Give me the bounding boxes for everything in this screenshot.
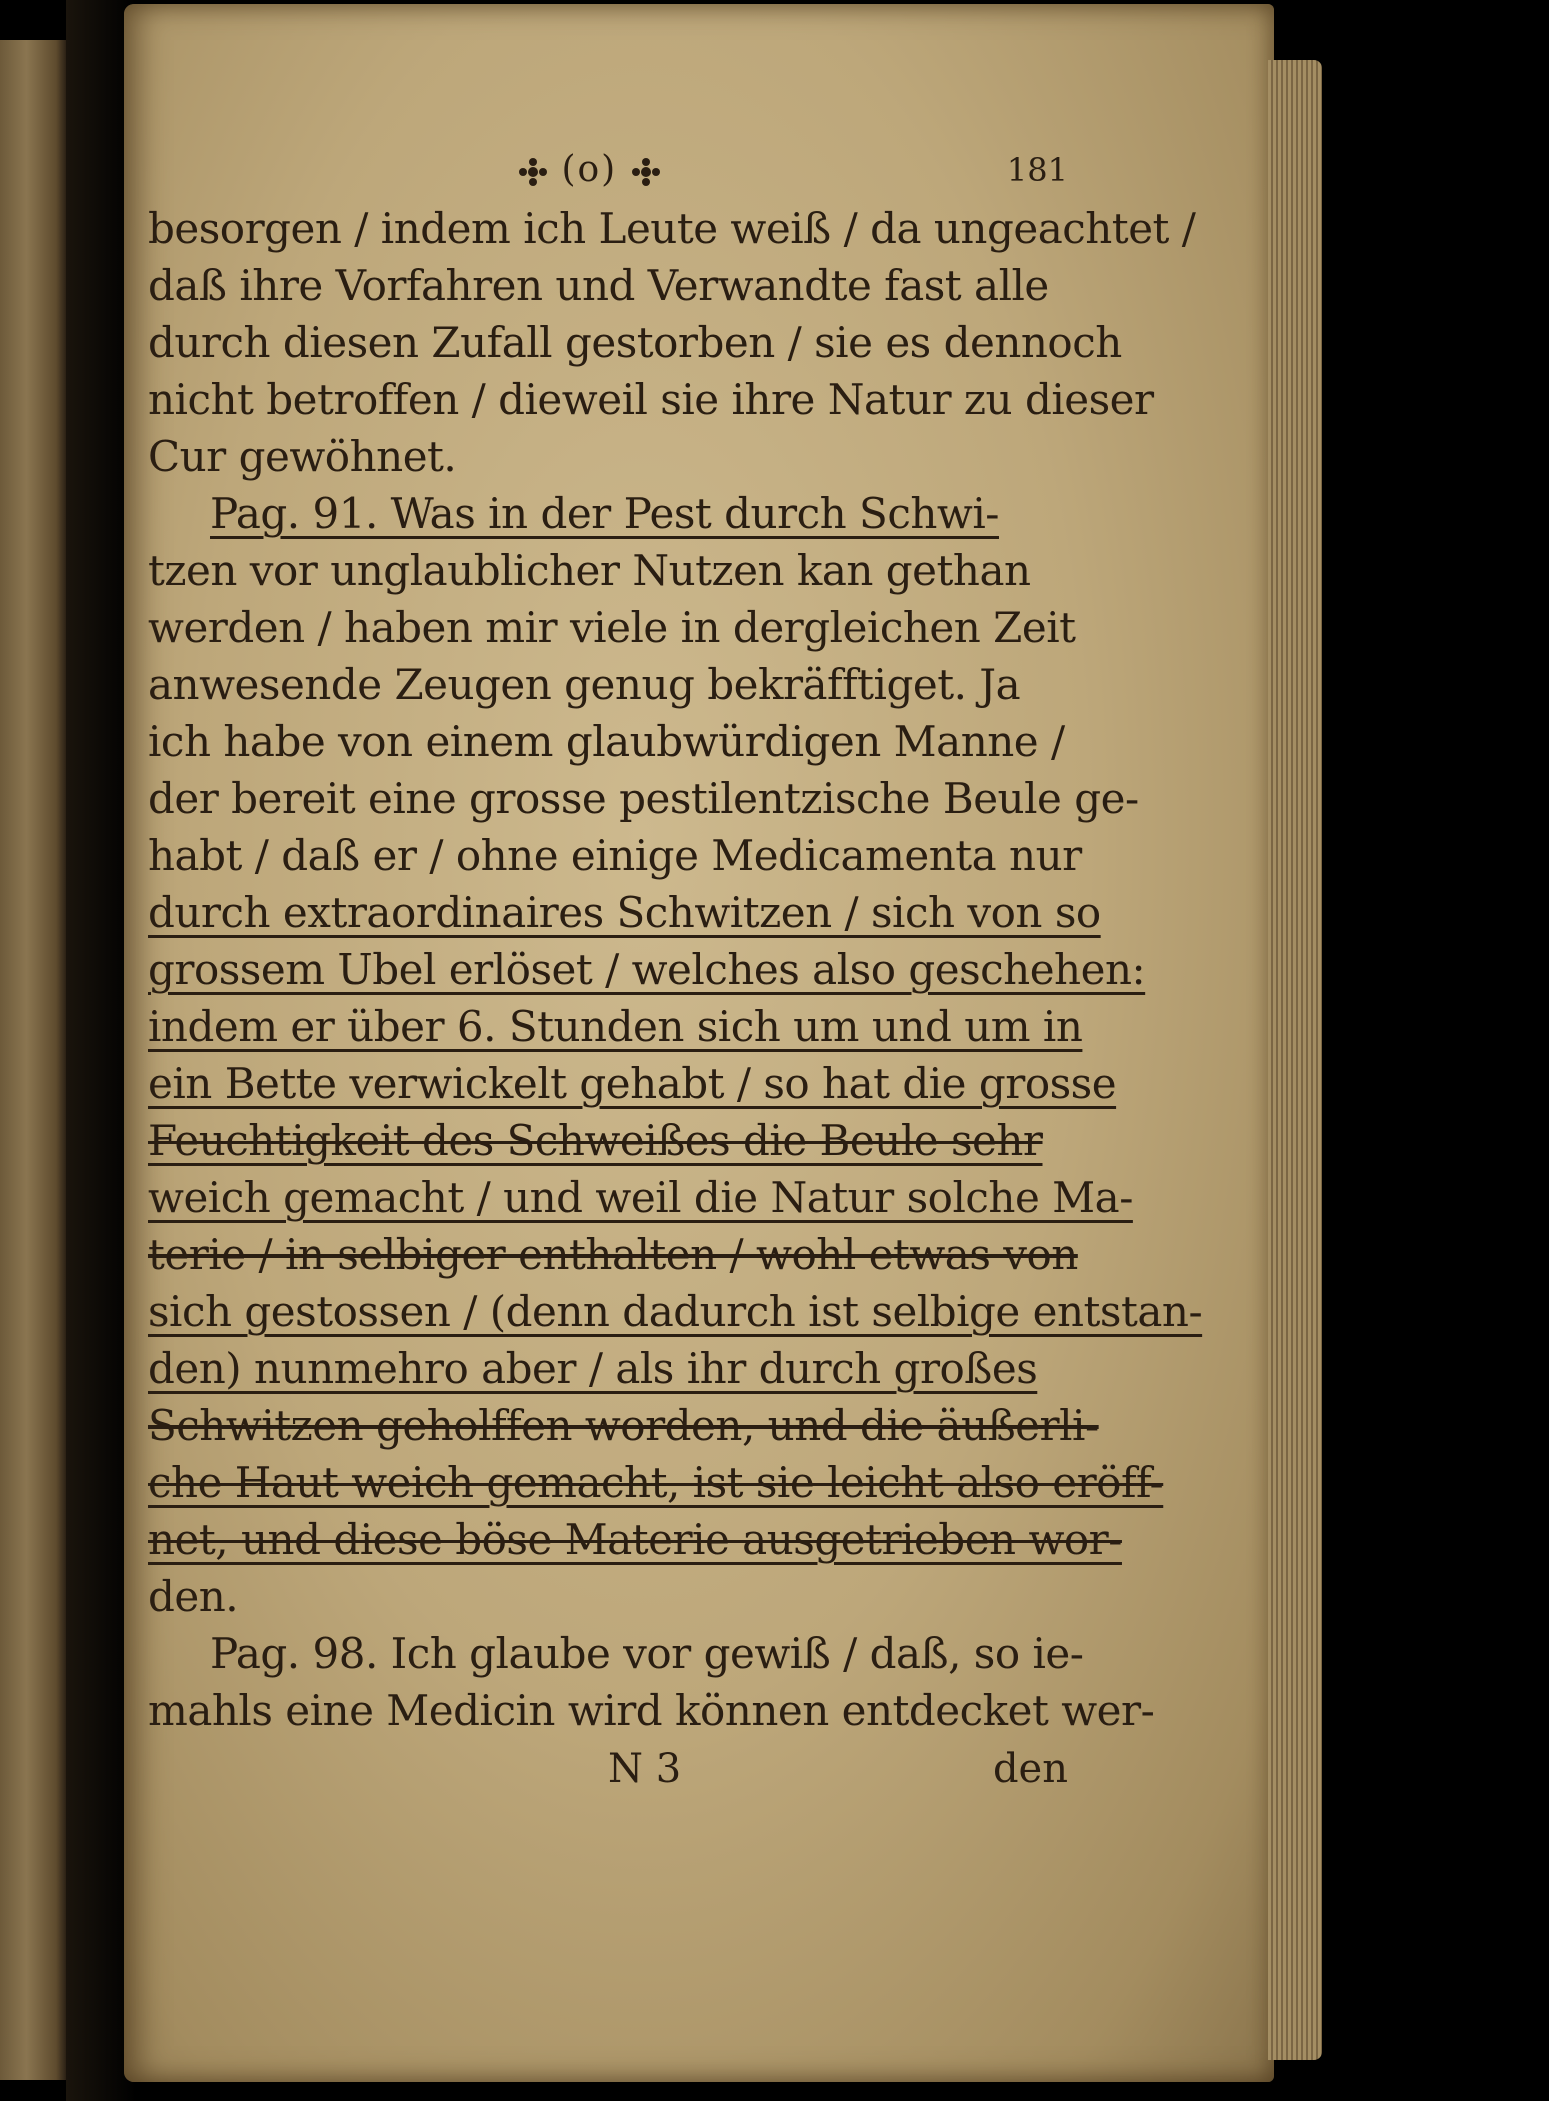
catchword: den (992, 1746, 1068, 1792)
running-head-center (518, 140, 661, 200)
running-head (148, 140, 1068, 200)
signature-mark: N 3 (608, 1746, 682, 1792)
text-line-struck: Schwitzen geholffen worden, und die äußerli- (148, 1401, 1099, 1450)
text-line: den. (148, 1572, 239, 1621)
page-footer (148, 1739, 1068, 1799)
text-line: nicht betroffen / dieweil sie ihre Natur zu dieser (148, 375, 1154, 424)
text-line-underlined: Pag. 91. Was in der Pest durch Schwi- (210, 489, 999, 538)
text-line: durch diesen Zufall gestorben / sie es dennoch (148, 318, 1122, 367)
text-line: tzen vor unglaublicher Nutzen kan gethan (148, 546, 1031, 595)
flower-ornament-icon (631, 157, 661, 187)
text-line-struck: net, und diese böse Materie ausgetrieben wor- (148, 1515, 1122, 1564)
text-line-underlined: den) nunmehro aber / als ihr durch großes (148, 1344, 1038, 1393)
text-line: Cur gewöhnet. (148, 432, 457, 481)
facing-page-edge (0, 40, 66, 2080)
page-number: 181 (1006, 151, 1068, 189)
text-line: daß ihre Vorfahren und Verwandte fast alle (148, 261, 1049, 310)
text-line: werden / haben mir viele in dergleichen Zeit (148, 603, 1076, 652)
text-line: Pag. 98. Ich glaube vor gewiß / daß, so ie- (210, 1629, 1084, 1678)
text-line: habt / daß er / ohne einige Medicamenta nur (148, 831, 1082, 880)
text-line-struck: che Haut weich gemacht, ist sie leicht also eröff- (148, 1458, 1164, 1507)
running-head-text: (o) (561, 149, 618, 190)
text-line: anwesende Zeugen genug bekräfftiget. Ja (148, 660, 1021, 709)
text-line: der bereit eine grosse pestilentzische Beule ge- (148, 774, 1139, 823)
text-line-struck: Feuchtigkeit des Schweißes die Beule sehr (148, 1116, 1043, 1165)
flower-ornament-icon (518, 157, 548, 187)
text-line-underlined: indem er über 6. Stunden sich um und um in (148, 1002, 1083, 1051)
text-line-underlined: grossem Ubel erlöset / welches also geschehen: (148, 945, 1146, 994)
text-line-struck: terie / in selbiger enthalten / wohl etwas von (148, 1230, 1078, 1279)
page-fore-edges (1268, 60, 1322, 2060)
text-line-underlined: ein Bette verwickelt gehabt / so hat die grosse (148, 1059, 1117, 1108)
text-line-underlined: durch extraordinaires Schwitzen / sich von so (148, 888, 1101, 937)
page-text-block (148, 140, 1203, 1799)
text-line-underlined: weich gemacht / und weil die Natur solche Ma- (148, 1173, 1133, 1222)
text-line: mahls eine Medicin wird können entdecket wer- (148, 1686, 1155, 1735)
text-line: besorgen / indem ich Leute weiß / da ungeachtet / (148, 204, 1196, 253)
text-line: ich habe von einem glaubwürdigen Manne / (148, 717, 1065, 766)
text-line-underlined: sich gestossen / (denn dadurch ist selbige entstan- (148, 1287, 1203, 1336)
